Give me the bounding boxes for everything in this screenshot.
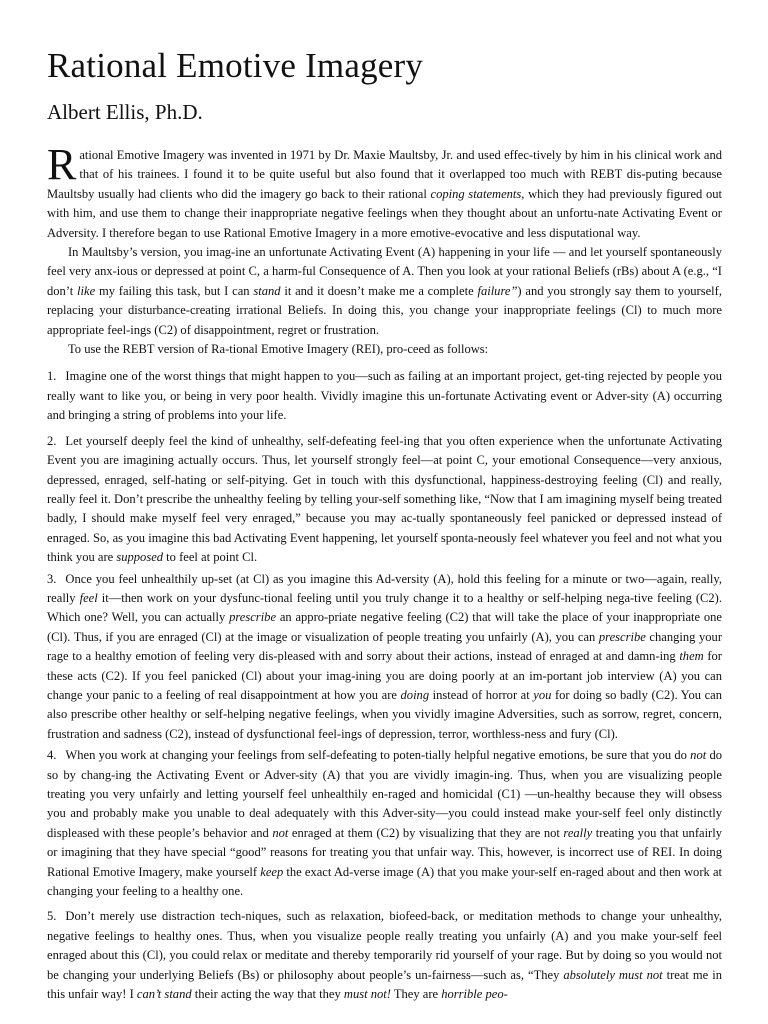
text-run: ) and you strongly say them to yourself, replacing your disturbance-creating irrational Beliefs. In doing this, you change your inappropriate feelings (Cl) to much more appropriate feel-ings (C2) of disappointment, regret or frustration. bbox=[47, 283, 722, 337]
emphasis-text: doing bbox=[400, 687, 430, 702]
text-run: their acting the way that they bbox=[191, 987, 344, 1002]
emphasis-text: supposed bbox=[116, 550, 164, 565]
text-run: Don’t merely use distraction tech-niques, such as relaxation, biofeed-back, or meditation methods to change your unhealthy, negative feelings to healthy ones. Thus, when you visualize people really treating you unfairly (A) and you make your-self feel enraged about this (Cl), you could relax or meditate and thereby temporarily rid yourself of your rage. But by doing so you would not be changing your underlying Beliefs (Bs) or philosophy about people’s un-fairness—such as, “They bbox=[47, 909, 722, 982]
text-run: instead of horror at bbox=[429, 687, 534, 702]
text-run: enraged at them (C2) by visualizing that they are not bbox=[288, 825, 564, 840]
paragraph-procedure-intro bbox=[47, 340, 722, 359]
emphasis-text: stand bbox=[253, 283, 281, 298]
text-run: Let yourself deeply feel the kind of unhealthy, self-defeating feel-ing that you often experience when the unfortunate Activating Event you are imagining actually occurs. Thus, let yourself strongly feel—at point C, your emotional Consequence—very anxious, depressed, enraged, self-hating or self-pitying. Get in touch with this dysfunctional, happiness-destroying feeling (Cl) and really, really feel it. Don’t prescribe the unhealthy feeling by telling your-self something like, “Now that I am imagining myself being treated badly, I should make myself feel very enraged,” because you may ac-tually spontaneously feel panicked or depressed instead of enraged. So, as you imagine this bad Activating Event happening, let yourself sponta-neously feel whatever you feel and not what you think you are bbox=[47, 433, 722, 565]
text-run: treating you that unfairly or imagining that they have special “good” reasons for treating you that unfair way. This, however, is incorrect use of REI. In doing Rational Emotive Imagery, make yourself bbox=[47, 825, 722, 879]
text-run: to feel at point Cl. bbox=[163, 550, 258, 565]
list-item-4 bbox=[47, 746, 722, 901]
list-number: 2. bbox=[47, 433, 57, 448]
text-run: They are bbox=[390, 987, 442, 1002]
text-run: In Maultsby’s version, you imag-ine an unfortunate Activating Event (A) happening in your life — and let yourself spontaneously feel very anx-ious or depressed at point C, a harm-ful Consequence of A. Then you look at your rational Beliefs (rBs) about A (e.g., “I don’t bbox=[47, 245, 722, 298]
page-title: Rational Emotive Imagery bbox=[47, 46, 424, 85]
text-run: treat me in this unfair way! I bbox=[47, 967, 722, 1002]
emphasis-text: absolutely must not bbox=[563, 967, 663, 982]
text-run: the exact Ad-verse image (A) that you make your-self en-raged about and then work at changing your feeling to a healthy one. bbox=[47, 864, 722, 899]
text-run: my failing this task, but I can bbox=[95, 283, 254, 298]
intro-paragraph bbox=[47, 140, 723, 243]
list-item-1 bbox=[47, 367, 722, 425]
emphasis-text: them bbox=[679, 649, 704, 664]
text-run: an appro-priate negative feeling (C2) that will take the place of your inappropriate one (Cl). Thus, if you are enraged (Cl) at the image or visualization of people treating you unfairly (A), you can bbox=[47, 610, 723, 644]
text-run: To use the REBT version of Ra-tional Emotive Imagery (REI), pro-ceed as follows: bbox=[68, 342, 489, 357]
text-run: changing your rage to a healthy emotion of feeling very dis-pleased with and sorry about their actions, instead of enraged at and damn-ing bbox=[47, 629, 723, 664]
list-number: 1. bbox=[47, 369, 57, 384]
list-item-5 bbox=[47, 907, 722, 1004]
emphasis-text: failure” bbox=[477, 283, 518, 298]
emphasis-text: prescribe bbox=[229, 610, 277, 625]
list-number: 5. bbox=[47, 909, 57, 924]
emphasis-text: really bbox=[563, 825, 593, 840]
list-item-3 bbox=[47, 570, 722, 745]
text-run: When you work at changing your feelings from self-defeating to poten-tially helpful negative emotions, be sure that you do bbox=[65, 748, 691, 763]
emphasis-text: must not! bbox=[343, 987, 391, 1002]
document-page bbox=[47, 46, 722, 1004]
text-run: for these acts (C2). If you feel panicked (Cl) about your imag-ining you are doing poorly at an im-portant job interview (A) you can change your panic to a feeling of real disappointment at how you are bbox=[47, 649, 722, 702]
list-item-2 bbox=[47, 432, 722, 568]
emphasis-text: coping statements, bbox=[430, 186, 525, 201]
emphasis-text: prescribe bbox=[598, 629, 646, 644]
text-run: it—then work on your dysfunc-tional feeling until you truly change it to a healthy or self-helping nega-tive feeling (C2). Which one? Well, you can actually bbox=[47, 590, 722, 625]
emphasis-text: keep bbox=[260, 864, 284, 879]
list-number: 4. bbox=[47, 748, 57, 763]
emphasis-text: you bbox=[533, 687, 552, 702]
emphasis-text: horrible peo- bbox=[441, 987, 508, 1002]
emphasis-text: can’t stand bbox=[136, 987, 192, 1002]
text-run: Once you feel unhealthily up-set (at Cl) as you imagine this Ad-versity (A), hold this feeling for a minute or two—again, really, really bbox=[47, 571, 722, 605]
paragraph-maultsby-version bbox=[47, 243, 722, 340]
text-run: it and it doesn’t make me a complete bbox=[280, 283, 478, 298]
text-run: Imagine one of the worst things that might happen to you—such as failing at an important project, get-ting rejected by people you really want to like you, or being in very poor health. Vividly imagine this un-fortunate Activating event or Adver-sity (A) occurring and bringing a string of problems into your life. bbox=[47, 369, 722, 423]
text-run: which they had previously figured out with him, and use them to change their inappropriate negative feelings when they thought about an unfortu-nate Activating Event or Adversity. I therefore began to use Rational Emotive Imagery in a more emotive-evocative and less disputational way. bbox=[47, 186, 723, 240]
drop-cap: R bbox=[47, 140, 77, 189]
emphasis-text: not bbox=[272, 825, 289, 840]
article-body bbox=[47, 140, 723, 1004]
text-run: ational Emotive Imagery was invented in 1971 by Dr. Maxie Maultsby, Jr. and used effec-tively by him in his clinical work and that of his trainees. I found it to be quite useful but also found that it overlapped too much with REBT dis-puting because Maultsby usually had clients who did the imagery go back to their rational bbox=[47, 148, 722, 201]
text-run: do so by chang-ing the Activating Event or Adver-sity (A) that you are vividly imagin-ing. Thus, when you are visualizing people treating you very unfairly and letting yourself feel unhealthily en-raged and homicidal (C1) —un-healthy because they will obsess you and probably make you unable to deal adequately with this Adver-sity—you could instead make your-self feel only distinctly displeased with these people’s behavior and bbox=[47, 748, 722, 840]
emphasis-text: not bbox=[690, 748, 707, 763]
author-byline: Albert Ellis, Ph.D. bbox=[47, 100, 203, 124]
text-run: for doing so badly (C2). You can also prescribe other healthy or self-helping negative feelings, when you vividly imagine Adversities, such as sorrow, regret, concern, frustration and sadness (C2), instead of dysfunctional feel-ings of depression, terror, worthless-ness and fury (Cl). bbox=[47, 687, 722, 741]
list-number: 3. bbox=[47, 571, 57, 586]
emphasis-text: like bbox=[77, 283, 96, 298]
emphasis-text: feel bbox=[79, 590, 98, 605]
